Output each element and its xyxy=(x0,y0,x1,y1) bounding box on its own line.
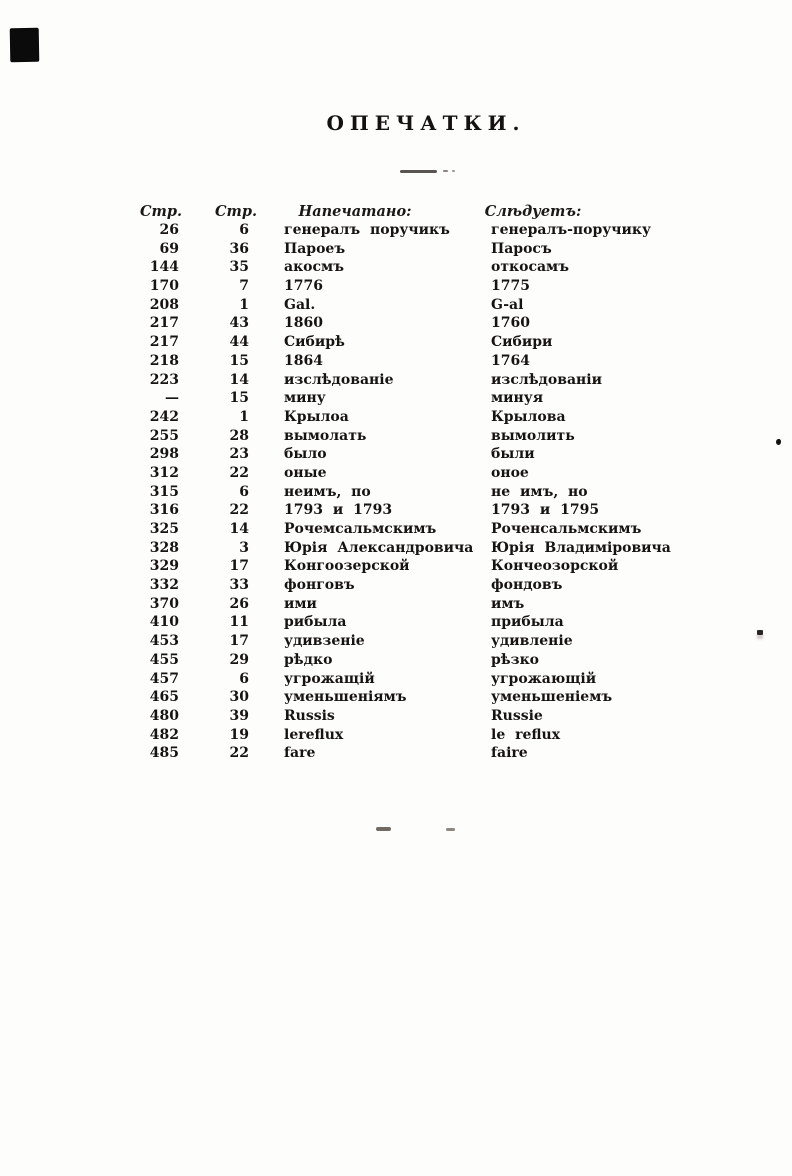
cell-printed-text: fare xyxy=(284,745,316,762)
cell-printed-text: акосмъ xyxy=(284,259,344,276)
errata-table-row xyxy=(130,539,690,558)
errata-table-row xyxy=(130,427,690,446)
scan-speck-artifact xyxy=(776,439,781,445)
errata-table-row xyxy=(130,483,690,502)
cell-printed-text: фонговъ xyxy=(284,577,355,594)
cell-page-number: 316 xyxy=(149,502,179,519)
cell-printed-text: изслѣдованіе xyxy=(284,371,394,388)
cell-page-number: 328 xyxy=(149,539,179,556)
cell-corrected-text: уменьшеніемъ xyxy=(491,689,613,706)
errata-table-row xyxy=(130,595,690,614)
cell-corrected-text: имъ xyxy=(491,595,525,612)
cell-printed-text: рибыла xyxy=(284,614,347,631)
cell-printed-text: рѣдко xyxy=(284,651,333,668)
cell-printed-text: lereflux xyxy=(284,726,344,743)
divider-line xyxy=(400,170,437,173)
cell-corrected-text: Юрія Владиміровича xyxy=(491,539,671,556)
cell-printed-text: удивзеніе xyxy=(284,633,365,650)
cell-line-number: 30 xyxy=(229,689,249,706)
errata-table-row xyxy=(130,314,690,333)
cell-printed-text: неимъ, по xyxy=(284,483,371,500)
cell-line-number: 14 xyxy=(229,371,249,388)
cell-corrected-text: Russie xyxy=(491,707,543,724)
cell-line-number: 22 xyxy=(229,464,249,481)
scan-ink-blot-artifact xyxy=(10,28,40,63)
cell-page-number: 465 xyxy=(149,689,179,706)
cell-printed-text: оные xyxy=(284,464,327,481)
cell-page-number: 370 xyxy=(149,595,179,612)
errata-table-row xyxy=(130,501,690,520)
cell-page-number: 242 xyxy=(149,408,179,425)
cell-corrected-text: откосамъ xyxy=(491,259,569,276)
cell-line-number: 14 xyxy=(229,521,249,537)
errata-table-row xyxy=(130,651,690,670)
errata-table-header xyxy=(0,203,792,221)
cell-page-number: 455 xyxy=(149,651,179,668)
cell-line-number: 15 xyxy=(229,390,249,407)
column-header-page: Стр. xyxy=(139,203,183,220)
errata-table-row xyxy=(130,744,690,763)
cell-printed-text: мину xyxy=(284,390,326,407)
cell-page-number: 144 xyxy=(149,259,179,276)
cell-line-number: 1 xyxy=(239,408,249,425)
cell-page-number: 482 xyxy=(149,726,179,743)
cell-corrected-text: были xyxy=(491,446,535,463)
cell-page-number: 223 xyxy=(149,371,179,388)
cell-line-number: 15 xyxy=(229,352,249,369)
scan-dash-artifact xyxy=(446,828,455,831)
errata-table-row xyxy=(130,240,690,259)
cell-line-number: 11 xyxy=(229,614,249,631)
cell-printed-text: уменьшеніямъ xyxy=(284,689,407,706)
cell-line-number: 29 xyxy=(229,651,249,668)
errata-table-row xyxy=(130,258,690,277)
errata-table-row xyxy=(130,408,690,427)
cell-corrected-text: Крылова xyxy=(491,408,566,425)
cell-page-number: 329 xyxy=(149,558,179,575)
cell-corrected-text: изслѣдованіи xyxy=(491,371,602,388)
errata-table-row xyxy=(130,688,690,707)
cell-printed-text: ими xyxy=(284,595,317,612)
cell-page-number: 255 xyxy=(149,427,179,444)
cell-corrected-text: прибыла xyxy=(491,614,564,631)
errata-table-row xyxy=(130,371,690,390)
scan-speck-artifact xyxy=(757,630,763,635)
cell-corrected-text: Сибири xyxy=(491,334,553,351)
title-divider xyxy=(0,168,792,176)
cell-page-number: 218 xyxy=(149,352,179,369)
errata-table-row xyxy=(130,632,690,651)
cell-printed-text: было xyxy=(284,446,327,463)
errata-table-row xyxy=(130,389,690,408)
cell-page-number: 217 xyxy=(149,334,179,351)
cell-printed-text: Юрія Александровича xyxy=(284,539,474,556)
errata-table-row xyxy=(130,726,690,745)
errata-table-row xyxy=(130,221,690,240)
errata-table-row xyxy=(130,670,690,689)
cell-corrected-text: G-al xyxy=(491,296,524,313)
cell-corrected-text: рѣзко xyxy=(491,651,540,668)
cell-page-number: 457 xyxy=(149,670,179,687)
cell-page-number: 332 xyxy=(149,577,179,594)
cell-corrected-text: вымолить xyxy=(491,427,575,444)
cell-line-number: 33 xyxy=(229,577,249,594)
cell-printed-text: угрожащій xyxy=(284,670,375,687)
cell-printed-text: Конгоозерской xyxy=(284,558,410,575)
cell-corrected-text: не имъ, но xyxy=(491,483,588,500)
cell-corrected-text: faire xyxy=(491,745,528,762)
cell-corrected-text: 1775 xyxy=(491,278,530,295)
cell-printed-text: генералъ поручикъ xyxy=(284,222,450,238)
cell-corrected-text: удивленіе xyxy=(491,633,573,650)
cell-page-number: 485 xyxy=(149,745,179,762)
errata-table-row xyxy=(130,277,690,296)
cell-page-number: 217 xyxy=(149,315,179,332)
column-header-line: Стр. xyxy=(214,203,258,220)
cell-corrected-text: фондовъ xyxy=(491,577,563,594)
errata-table-row xyxy=(130,296,690,315)
cell-corrected-text: угрожающій xyxy=(491,670,597,687)
cell-line-number: 1 xyxy=(239,296,249,313)
divider-dot xyxy=(452,170,455,172)
cell-printed-text: Russis xyxy=(284,707,335,724)
cell-page-number: 410 xyxy=(149,614,179,631)
cell-printed-text: Пароеъ xyxy=(284,240,346,257)
cell-line-number: 19 xyxy=(229,726,249,743)
errata-table-row xyxy=(130,557,690,576)
cell-line-number: 22 xyxy=(229,745,249,762)
cell-line-number: 3 xyxy=(239,539,249,556)
cell-printed-text: 1793 и 1793 xyxy=(284,502,393,519)
cell-corrected-text: Паросъ xyxy=(491,240,552,257)
column-header-printed: Напечатано: xyxy=(298,203,412,220)
cell-page-number: 453 xyxy=(149,633,179,650)
errata-table-row xyxy=(130,576,690,595)
cell-corrected-text: 1793 и 1795 xyxy=(491,502,600,519)
errata-table-row xyxy=(130,707,690,726)
cell-corrected-text: Кончеозорской xyxy=(491,558,619,575)
errata-table-row xyxy=(130,333,690,352)
cell-line-number: 28 xyxy=(229,427,249,444)
cell-corrected-text: минуя xyxy=(491,390,544,407)
cell-printed-text: Рочемсальмскимъ xyxy=(284,521,437,537)
cell-corrected-text: оное xyxy=(491,464,529,481)
errata-table-row xyxy=(130,352,690,371)
cell-line-number: 6 xyxy=(239,483,249,500)
cell-line-number: 6 xyxy=(239,222,249,238)
cell-line-number: 43 xyxy=(229,315,249,332)
cell-corrected-text: 1760 xyxy=(491,315,530,332)
errata-table-row xyxy=(130,445,690,464)
cell-page-number: 298 xyxy=(149,446,179,463)
cell-page-number: 208 xyxy=(149,296,179,313)
cell-page-number: 325 xyxy=(149,521,179,537)
cell-line-number: 17 xyxy=(229,633,249,650)
cell-corrected-text: le reflux xyxy=(491,726,561,743)
cell-page-number: — xyxy=(165,390,179,407)
cell-line-number: 7 xyxy=(239,278,249,295)
cell-printed-text: Крылоа xyxy=(284,408,349,425)
cell-printed-text: 1864 xyxy=(284,352,323,369)
cell-page-number: 26 xyxy=(159,222,179,238)
cell-corrected-text: генералъ-поручику xyxy=(491,222,651,238)
scan-dash-artifact xyxy=(376,827,391,831)
cell-line-number: 39 xyxy=(229,707,249,724)
cell-corrected-text: 1764 xyxy=(491,352,530,369)
cell-line-number: 44 xyxy=(229,334,249,351)
cell-corrected-text: Роченсальмскимъ xyxy=(491,521,642,537)
divider-dot xyxy=(443,170,448,172)
errata-table-row xyxy=(130,464,690,483)
cell-printed-text: Gal. xyxy=(284,296,316,313)
errata-table-row xyxy=(130,520,690,539)
cell-printed-text: Сибирѣ xyxy=(284,334,345,351)
cell-printed-text: вымолать xyxy=(284,427,367,444)
cell-line-number: 23 xyxy=(229,446,249,463)
cell-page-number: 480 xyxy=(149,707,179,724)
cell-printed-text: 1860 xyxy=(284,315,323,332)
column-header-correct: Слѣдуетъ: xyxy=(484,203,582,220)
cell-page-number: 170 xyxy=(149,278,179,295)
errata-table-row xyxy=(130,613,690,632)
cell-printed-text: 1776 xyxy=(284,278,323,295)
errata-table-body xyxy=(130,221,690,763)
cell-page-number: 69 xyxy=(159,240,179,257)
cell-line-number: 22 xyxy=(229,502,249,519)
cell-line-number: 35 xyxy=(229,259,249,276)
cell-line-number: 17 xyxy=(229,558,249,575)
cell-line-number: 26 xyxy=(229,595,249,612)
cell-page-number: 312 xyxy=(149,464,179,481)
page-title: ОПЕЧАТКИ. xyxy=(326,111,526,135)
cell-page-number: 315 xyxy=(149,483,179,500)
cell-line-number: 36 xyxy=(229,240,249,257)
cell-line-number: 6 xyxy=(239,670,249,687)
